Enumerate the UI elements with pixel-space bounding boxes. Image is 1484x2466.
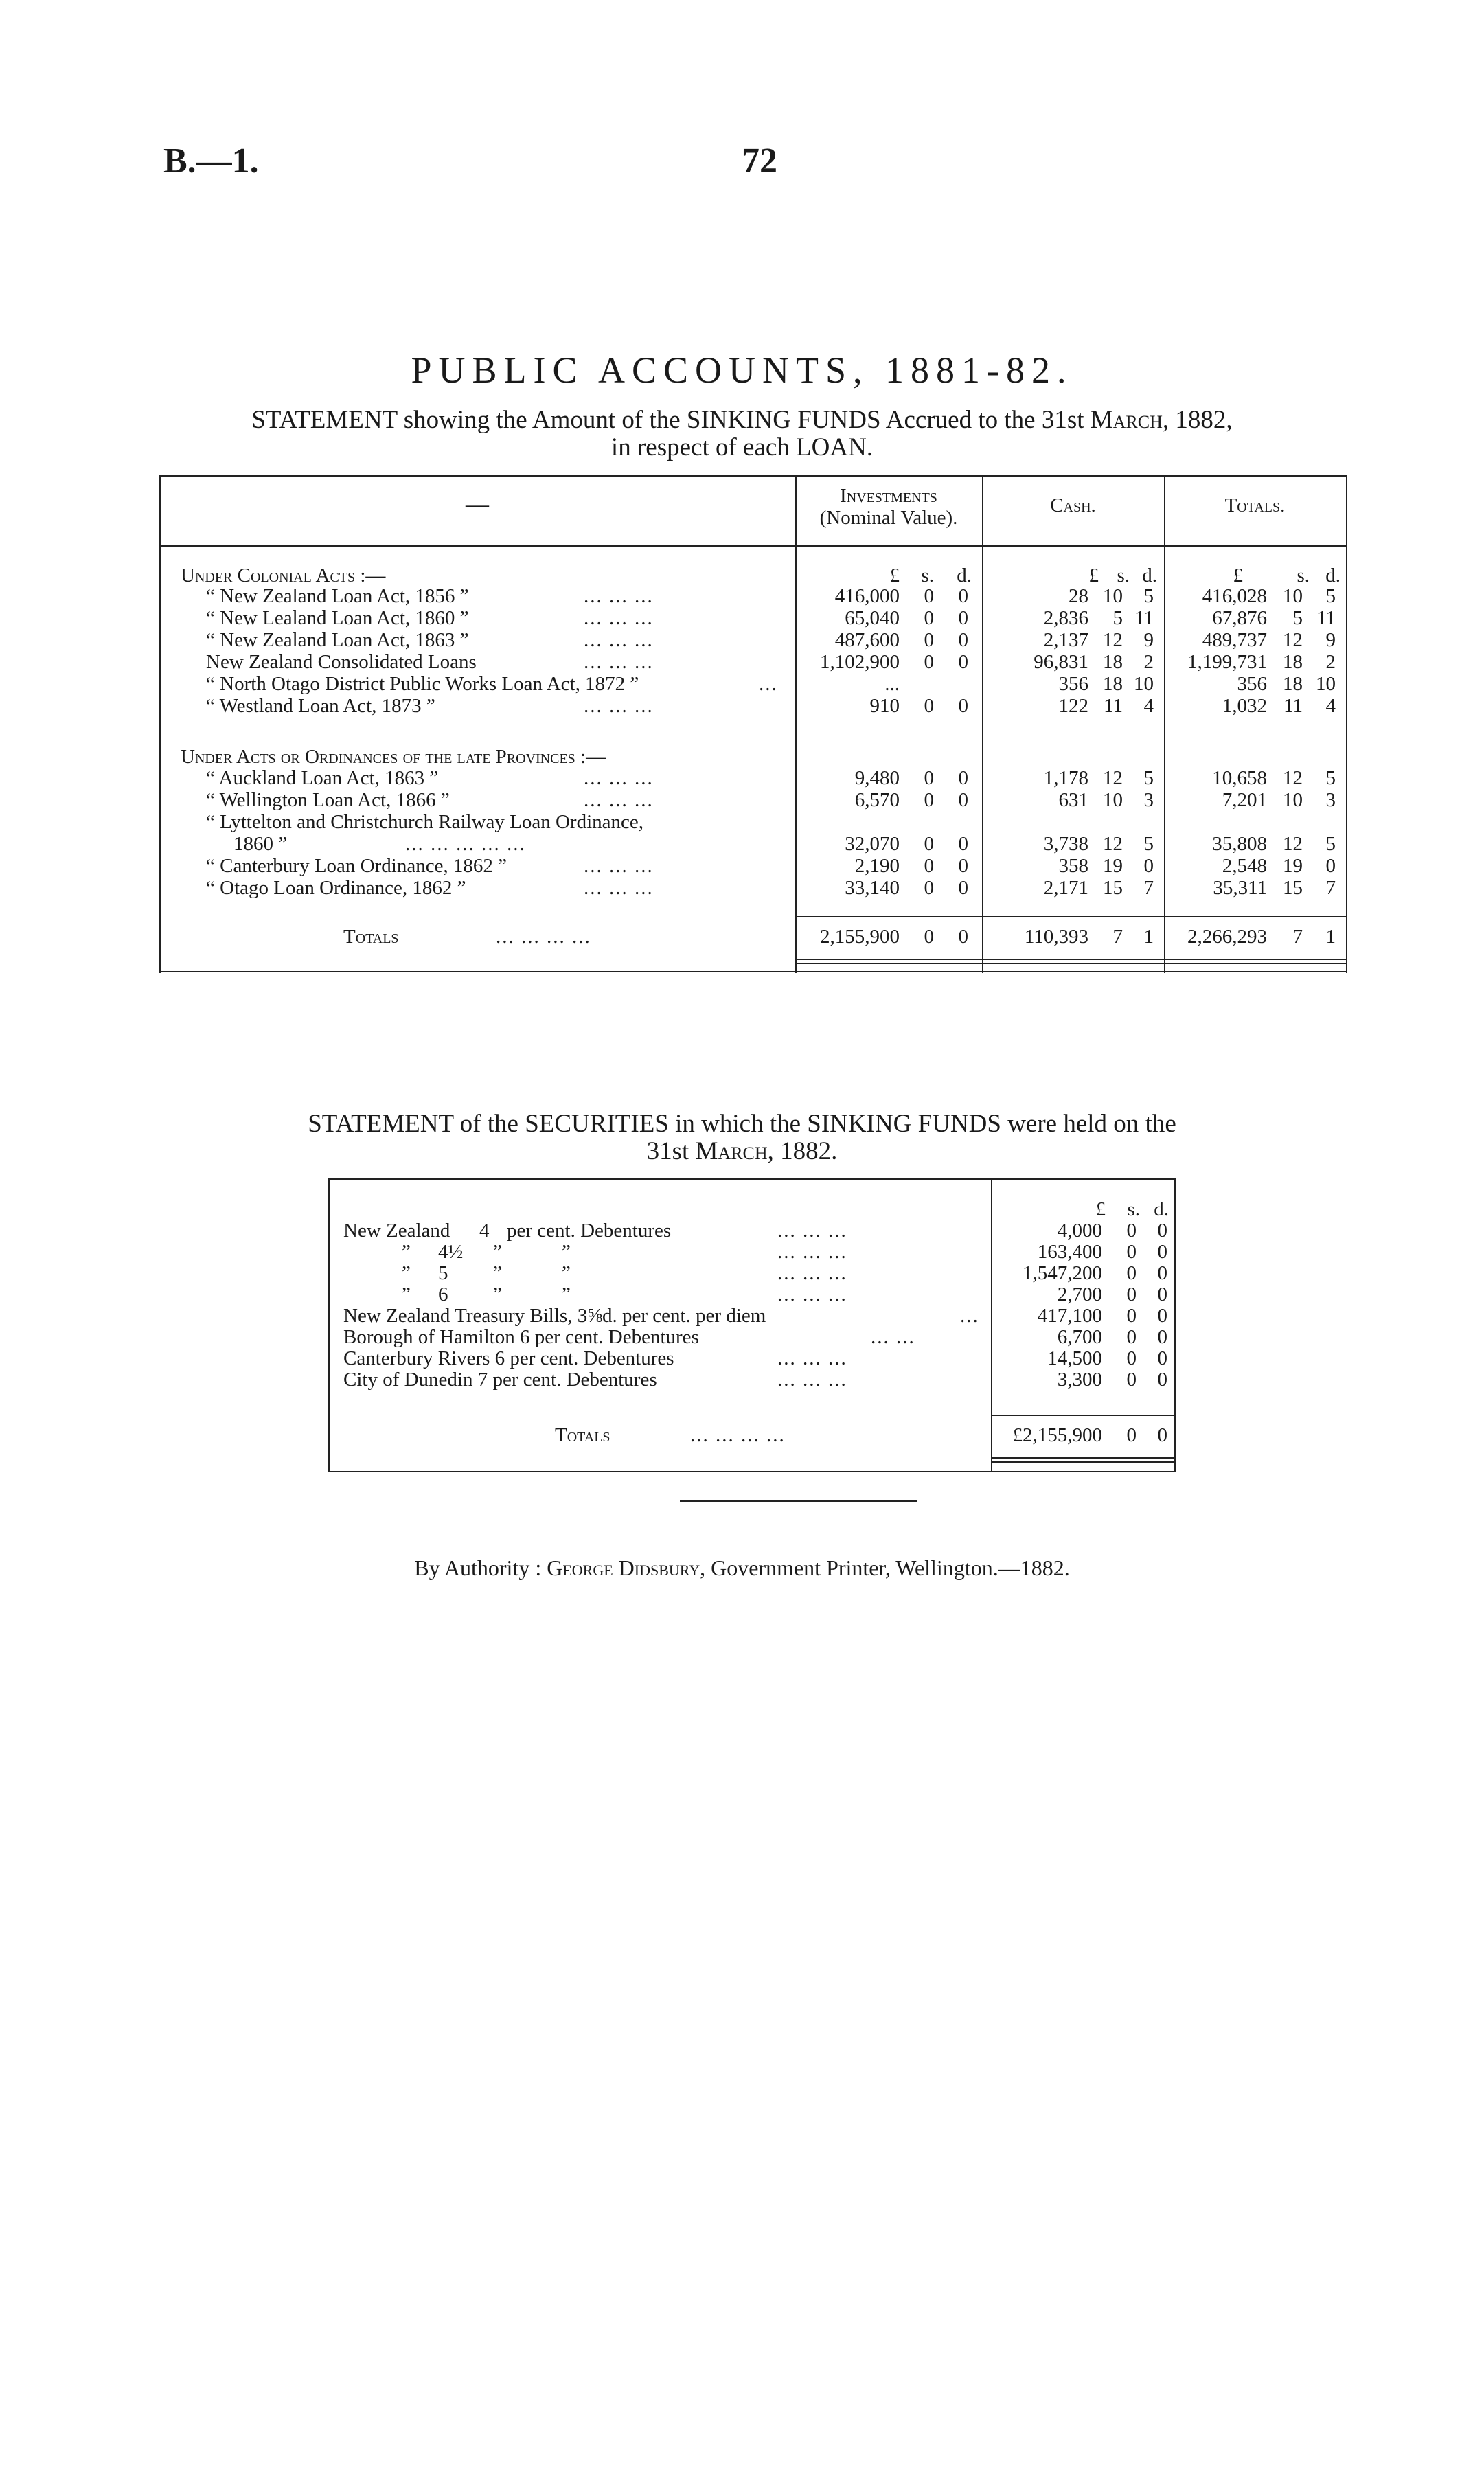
loan-dots: ... ... ... [584, 585, 654, 607]
security-pence: 0 [1157, 1305, 1167, 1327]
unit-cash-d: d. [1142, 564, 1157, 586]
totals-investments: 2,155,900 [820, 926, 900, 948]
total-pence: 9 [1325, 629, 1336, 651]
cash-pence: 10 [1134, 673, 1154, 695]
investment-pence: 0 [958, 695, 968, 717]
total-pounds: 67,876 [1212, 607, 1267, 629]
security-shillings: 0 [1126, 1326, 1137, 1348]
loan-name: “ Lyttelton and Christchurch Railway Loan Ordinance, [206, 811, 644, 833]
loan-name: “ North Otago District Public Works Loan Act, 1872 ” [206, 673, 639, 695]
total-pounds: 10,658 [1212, 767, 1267, 789]
total-shillings: 18 [1283, 673, 1303, 695]
security-name-part: New Zealand [343, 1220, 450, 1242]
unit-tot-pound: £ [1233, 564, 1243, 586]
cash-pence: 3 [1143, 789, 1154, 811]
table2-top-border [328, 1178, 1176, 1180]
statement2-subheading-post: , 1882. [767, 1137, 838, 1165]
security-pence: 0 [1157, 1326, 1167, 1348]
document-reference: B.—1. [163, 141, 259, 181]
page-title: PUBLIC ACCOUNTS, 1881-82. [411, 350, 1073, 391]
total-pence: 5 [1325, 833, 1336, 855]
loan-name: “ Otago Loan Ordinance, 1862 ” [206, 877, 466, 899]
t2-totals-s: 0 [1126, 1424, 1137, 1446]
security-ditto-2: ” [562, 1241, 571, 1263]
totals-cash: 110,393 [1024, 926, 1088, 948]
totals-cash-d: 1 [1143, 926, 1154, 948]
cash-shillings: 15 [1103, 877, 1123, 899]
security-amount: 3,300 [1057, 1369, 1102, 1391]
imprint-printer-name: George Didsbury [547, 1555, 700, 1580]
cash-pounds: 2,836 [1043, 607, 1088, 629]
security-pence: 0 [1157, 1220, 1167, 1242]
table2-left-border [328, 1178, 330, 1472]
security-name-part: ” [402, 1262, 411, 1284]
col-header-investments-sub: (Nominal Value). [819, 507, 958, 529]
col-header-investments: Investments [840, 485, 937, 507]
cash-pounds: 356 [1058, 673, 1088, 695]
security-shillings: 0 [1126, 1347, 1137, 1369]
cash-shillings: 5 [1112, 607, 1123, 629]
printer-imprint [0, 1555, 1484, 1581]
security-amount: 14,500 [1047, 1347, 1102, 1369]
investment-pence: 0 [958, 585, 968, 607]
total-pence: 2 [1325, 651, 1336, 673]
footer-rule [680, 1500, 917, 1502]
security-dots: ... ... ... [777, 1283, 847, 1305]
security-name: Borough of Hamilton 6 per cent. Debentures [343, 1326, 699, 1348]
investment-pounds: 65,040 [845, 607, 900, 629]
cash-shillings: 19 [1103, 855, 1123, 877]
security-ditto: ” [493, 1283, 502, 1305]
cash-pounds: 28 [1069, 585, 1088, 607]
t2-unit-s: s. [1127, 1198, 1140, 1220]
loan-dots: ... ... ... [584, 629, 654, 651]
unit-cash-s: s. [1117, 564, 1130, 586]
table1-left-border [159, 475, 161, 973]
total-pence: 5 [1325, 767, 1336, 789]
table1-right-border [1346, 475, 1347, 973]
security-pence: 0 [1157, 1369, 1167, 1391]
cash-pounds: 1,178 [1043, 767, 1088, 789]
security-pence: 0 [1157, 1262, 1167, 1284]
table2-right-border [1174, 1178, 1176, 1472]
cash-shillings: 12 [1103, 767, 1123, 789]
t2-totals-amount: £2,155,900 [1012, 1424, 1102, 1446]
col-header-totals: Totals. [1224, 494, 1286, 516]
table2-totals-top-rule [991, 1415, 1174, 1416]
investment-pence: 0 [958, 833, 968, 855]
unit-inv-pound: £ [889, 564, 900, 586]
security-amount: 163,400 [1037, 1241, 1102, 1263]
security-dots: ... [960, 1305, 979, 1327]
investment-pounds: 1,102,900 [820, 651, 900, 673]
investment-shillings: 0 [924, 855, 934, 877]
security-ditto: ” [493, 1241, 502, 1263]
cash-pence: 5 [1143, 585, 1154, 607]
totals-investments-d: 0 [958, 926, 968, 948]
security-rate: 4 [479, 1220, 490, 1242]
cash-shillings: 11 [1104, 695, 1123, 717]
security-dots: ... ... ... [777, 1369, 847, 1391]
cash-pence: 7 [1143, 877, 1154, 899]
security-rate: 4½ [438, 1241, 464, 1263]
totals-total-s: 7 [1292, 926, 1303, 948]
cash-shillings: 18 [1103, 673, 1123, 695]
security-rate: 6 [438, 1283, 448, 1305]
security-ditto: ” [493, 1262, 502, 1284]
security-ditto: per cent. Debentures [507, 1220, 672, 1242]
security-name-part: ” [402, 1283, 411, 1305]
cash-pounds: 631 [1058, 789, 1088, 811]
total-pence: 0 [1325, 855, 1336, 877]
total-pounds: 356 [1237, 673, 1267, 695]
cash-pence: 11 [1134, 607, 1154, 629]
total-shillings: 12 [1283, 767, 1303, 789]
total-pounds: 35,808 [1212, 833, 1267, 855]
table1-top-border [159, 475, 1347, 477]
security-amount: 2,700 [1057, 1283, 1102, 1305]
t2-unit-pound: £ [1095, 1198, 1106, 1220]
total-pounds: 1,199,731 [1187, 651, 1267, 673]
security-amount: 417,100 [1037, 1305, 1102, 1327]
security-amount: 4,000 [1057, 1220, 1102, 1242]
security-shillings: 0 [1126, 1305, 1137, 1327]
total-pounds: 7,201 [1222, 789, 1267, 811]
total-shillings: 19 [1283, 855, 1303, 877]
security-amount: 1,547,200 [1023, 1262, 1102, 1284]
loan-name: “ Auckland Loan Act, 1863 ” [206, 767, 439, 789]
investment-shillings: 0 [924, 833, 934, 855]
table1-header-rule [159, 545, 1347, 547]
cash-pence: 5 [1143, 767, 1154, 789]
statement2-subheading-month: March [695, 1137, 768, 1165]
table1-col-divider-3 [1164, 475, 1165, 973]
security-pence: 0 [1157, 1347, 1167, 1369]
investment-pence: 0 [958, 651, 968, 673]
total-shillings: 10 [1283, 585, 1303, 607]
security-dots: ... ... ... [777, 1241, 847, 1263]
security-dots: ... ... ... [777, 1262, 847, 1284]
cash-pounds: 358 [1058, 855, 1088, 877]
cash-pence: 5 [1143, 833, 1154, 855]
investment-shillings: 0 [924, 695, 934, 717]
investment-pence: 0 [958, 877, 968, 899]
total-pence: 11 [1316, 607, 1336, 629]
statement1-heading-post: , 1882, [1162, 406, 1233, 434]
total-shillings: 12 [1283, 833, 1303, 855]
imprint-post: , Government Printer, Wellington.—1882. [700, 1555, 1070, 1580]
table1-bottom-border [159, 971, 1347, 972]
cash-pence: 4 [1143, 695, 1154, 717]
totals-investments-s: 0 [924, 926, 934, 948]
security-shillings: 0 [1126, 1262, 1137, 1284]
loan-dots: ... ... ... [584, 767, 654, 789]
table1-col-divider-2 [982, 475, 983, 973]
unit-tot-s: s. [1297, 564, 1310, 586]
statement1-heading [0, 405, 1484, 435]
unit-tot-d: d. [1325, 564, 1340, 586]
loan-name: New Zealand Consolidated Loans [206, 651, 477, 673]
investment-shillings: 0 [924, 585, 934, 607]
page-number: 72 [742, 141, 777, 181]
total-pounds: 2,548 [1222, 855, 1267, 877]
loan-name: “ New Lealand Loan Act, 1860 ” [206, 607, 469, 629]
security-ditto-2: ” [562, 1262, 571, 1284]
security-shillings: 0 [1126, 1369, 1137, 1391]
total-shillings: 18 [1283, 651, 1303, 673]
t2-totals-dots: ... ... ... ... [690, 1424, 786, 1446]
table2-totals-double-rule [991, 1457, 1174, 1463]
cash-shillings: 18 [1103, 651, 1123, 673]
cash-pounds: 3,738 [1043, 833, 1088, 855]
investment-shillings: 0 [924, 651, 934, 673]
investment-shillings: 0 [924, 629, 934, 651]
loan-dots: ... [759, 673, 778, 695]
loan-dots: ... ... ... [584, 651, 654, 673]
cash-pounds: 122 [1058, 695, 1088, 717]
imprint-pre: By Authority : [414, 1555, 542, 1580]
investment-shillings: 0 [924, 789, 934, 811]
total-shillings: 12 [1283, 629, 1303, 651]
total-pounds: 489,737 [1202, 629, 1267, 651]
loan-dots: ... ... ... ... ... [405, 833, 526, 855]
total-pence: 10 [1316, 673, 1336, 695]
investment-pounds: 910 [869, 695, 900, 717]
security-amount: 6,700 [1057, 1326, 1102, 1348]
loan-dots: ... ... ... [584, 695, 654, 717]
security-name-part: ” [402, 1241, 411, 1263]
cash-pence: 2 [1143, 651, 1154, 673]
cash-shillings: 12 [1103, 629, 1123, 651]
investment-pounds: 32,070 [845, 833, 900, 855]
totals-label: Totals [343, 926, 399, 948]
statement1-heading-month: March [1090, 406, 1163, 434]
loan-name: “ New Zealand Loan Act, 1863 ” [206, 629, 469, 651]
security-dots: ... ... [871, 1326, 915, 1348]
loan-name: “ New Zealand Loan Act, 1856 ” [206, 585, 469, 607]
total-pence: 3 [1325, 789, 1336, 811]
loan-name: “ Westland Loan Act, 1873 ” [206, 695, 435, 717]
investment-pence: 0 [958, 629, 968, 651]
totals-total-d: 1 [1325, 926, 1336, 948]
cash-pence: 9 [1143, 629, 1154, 651]
total-pounds: 416,028 [1202, 585, 1267, 607]
investment-pounds: 2,190 [854, 855, 900, 877]
loan-dots: ... ... ... [584, 855, 654, 877]
investment-shillings: 0 [924, 607, 934, 629]
security-shillings: 0 [1126, 1241, 1137, 1263]
col-header-blank: — [466, 492, 489, 517]
investment-shillings: 0 [924, 767, 934, 789]
total-pence: 5 [1325, 585, 1336, 607]
investment-pence: 0 [958, 607, 968, 629]
investment-pounds: 9,480 [854, 767, 900, 789]
col-header-cash: Cash. [1050, 494, 1096, 516]
total-shillings: 10 [1283, 789, 1303, 811]
investment-shillings: 0 [924, 877, 934, 899]
section-provincial-acts: Under Acts or Ordinances of the late Provinces :— [181, 746, 606, 768]
table1-totals-double-rule [795, 959, 1346, 964]
investment-pence: 0 [958, 789, 968, 811]
security-pence: 0 [1157, 1283, 1167, 1305]
statement2-subheading-pre: 31st [646, 1137, 689, 1165]
totals-cash-s: 7 [1112, 926, 1123, 948]
statement1-subheading: in respect of each LOAN. [610, 433, 874, 461]
t2-totals-d: 0 [1157, 1424, 1167, 1446]
total-pence: 7 [1325, 877, 1336, 899]
cash-pence: 0 [1143, 855, 1154, 877]
investment-pounds: 416,000 [834, 585, 900, 607]
total-pounds: 1,032 [1222, 695, 1267, 717]
security-rate: 5 [438, 1262, 448, 1284]
unit-cash-pound: £ [1088, 564, 1099, 586]
loan-name-cont: 1860 ” [233, 833, 288, 855]
security-name: Canterbury Rivers 6 per cent. Debentures [343, 1347, 674, 1369]
security-dots: ... ... ... [777, 1347, 847, 1369]
t2-totals-label: Totals [555, 1424, 610, 1446]
t2-unit-d: d. [1154, 1198, 1169, 1220]
investment-pounds: 6,570 [854, 789, 900, 811]
cash-pounds: 2,137 [1043, 629, 1088, 651]
cash-shillings: 10 [1103, 585, 1123, 607]
total-pence: 4 [1325, 695, 1336, 717]
investment-pence: 0 [958, 855, 968, 877]
security-pence: 0 [1157, 1241, 1167, 1263]
security-name: New Zealand Treasury Bills, 3⅝d. per cent. per diem [343, 1305, 766, 1327]
total-shillings: 11 [1283, 695, 1303, 717]
totals-dots: ... ... ... ... [496, 926, 591, 948]
total-shillings: 15 [1283, 877, 1303, 899]
unit-inv-d: d. [957, 564, 972, 586]
cash-pounds: 2,171 [1043, 877, 1088, 899]
security-shillings: 0 [1126, 1283, 1137, 1305]
security-ditto-2: ” [562, 1283, 571, 1305]
investment-pounds: ... [884, 673, 900, 695]
security-shillings: 0 [1126, 1220, 1137, 1242]
statement2-subheading [0, 1137, 1484, 1166]
table2-bottom-border [328, 1471, 1176, 1472]
total-shillings: 5 [1292, 607, 1303, 629]
loan-dots: ... ... ... [584, 877, 654, 899]
cash-pounds: 96,831 [1034, 651, 1088, 673]
cash-shillings: 10 [1103, 789, 1123, 811]
investment-pounds: 487,600 [834, 629, 900, 651]
loan-name: “ Canterbury Loan Ordinance, 1862 ” [206, 855, 507, 877]
loan-dots: ... ... ... [584, 789, 654, 811]
statement2-heading: STATEMENT of the SECURITIES in which the SINKING FUNDS were held on the [308, 1110, 1176, 1138]
totals-total: 2,266,293 [1187, 926, 1267, 948]
investment-pence: 0 [958, 767, 968, 789]
security-name: City of Dunedin 7 per cent. Debentures [343, 1369, 657, 1391]
section-colonial-acts: Under Colonial Acts :— [181, 564, 386, 586]
table1-totals-top-rule [795, 916, 1346, 917]
total-pounds: 35,311 [1213, 877, 1267, 899]
loan-dots: ... ... ... [584, 607, 654, 629]
cash-shillings: 12 [1103, 833, 1123, 855]
unit-inv-s: s. [921, 564, 934, 586]
investment-pounds: 33,140 [845, 877, 900, 899]
loan-name: “ Wellington Loan Act, 1866 ” [206, 789, 450, 811]
security-dots: ... ... ... [777, 1220, 847, 1242]
statement1-heading-pre: STATEMENT showing the Amount of the SINKING FUNDS Accrued to the 31st [251, 406, 1084, 434]
